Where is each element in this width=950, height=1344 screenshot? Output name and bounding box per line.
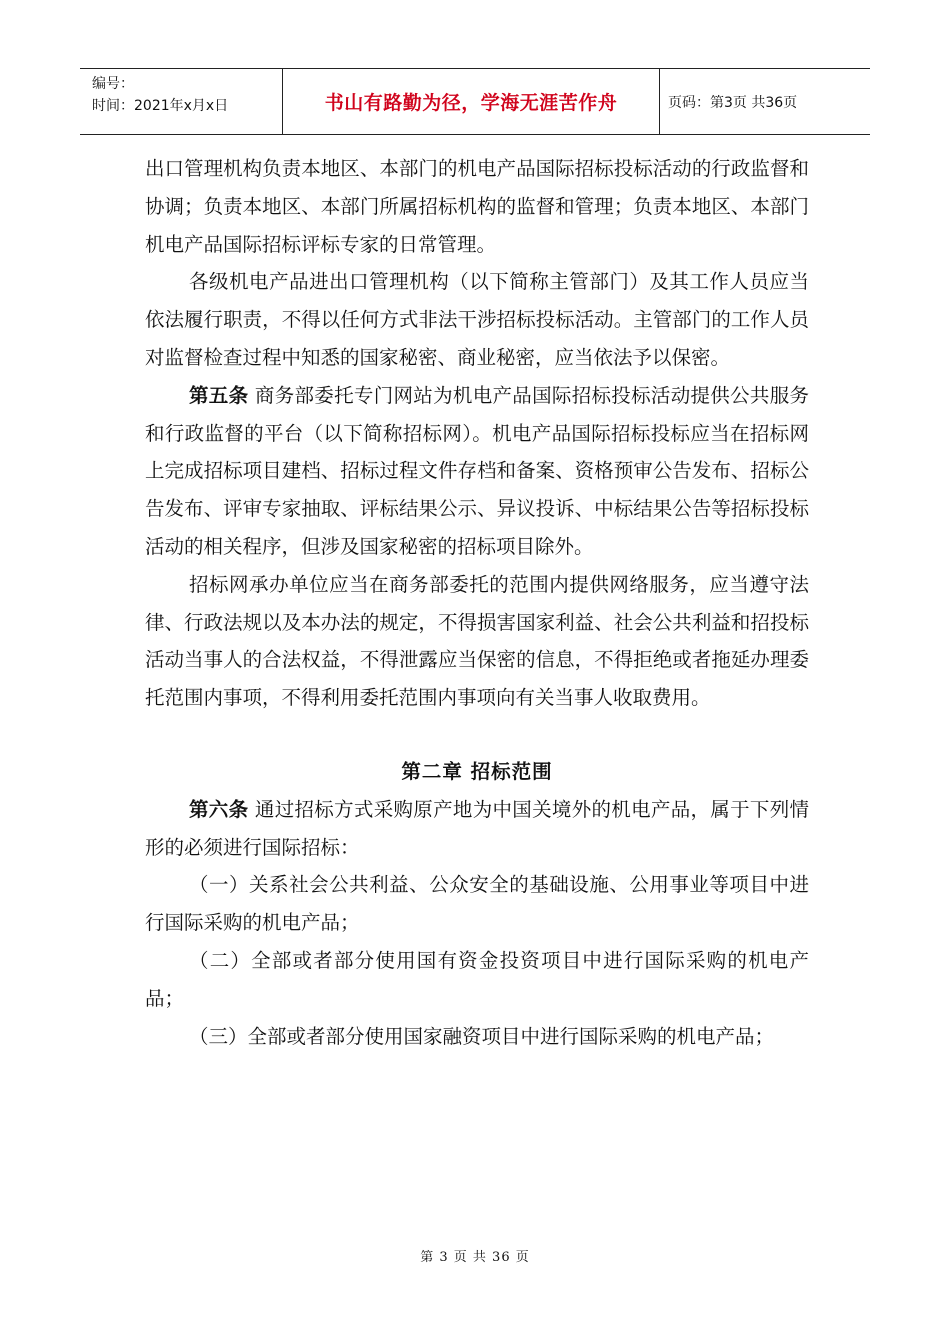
paragraph: 招标网承办单位应当在商务部委托的范围内提供网络服务，应当遵守法律、行政法规以及本办法的规定，不得损害国家利益、社会公共利益和招投标活动当事人的合法权益，不得泄露应当保密的信息，不得拒绝或者拖延办理委托范围内事项，不得利用委托范围内事项向有关当事人收取费用。 xyxy=(145,572,809,710)
article-text: 通过招标方式采购原产地为中国关境外的机电产品，属于下列情形的必须进行国际招标： xyxy=(145,797,809,859)
chapter-heading: 第二章 招标范围 xyxy=(401,759,553,783)
document-body xyxy=(145,150,809,1055)
paragraph: 各级机电产品进出口管理机构（以下简称主管部门）及其工作人员应当依法履行职责，不得以任何方式非法干涉招标投标活动。主管部门的工作人员对监督检查过程中知悉的国家秘密、商业秘密，应当依法予以保密。 xyxy=(145,270,809,369)
list-item: （一）关系社会公共利益、公众安全的基础设施、公用事业等项目中进行国际采购的机电产品； xyxy=(145,873,809,935)
paragraph: 出口管理机构负责本地区、本部门的机电产品国际招标投标活动的行政监督和协调；负责本地区、本部门所属招标机构的监督和管理；负责本地区、本部门机电产品国际招标评标专家的日常管理。 xyxy=(145,157,809,256)
list-item: （二）全部或者部分使用国有资金投资项目中进行国际采购的机电产品； xyxy=(145,948,809,1010)
header-motto: 书山有路勤为径，学海无涯苦作舟 xyxy=(283,69,660,134)
article-5 xyxy=(145,377,809,566)
header-meta xyxy=(80,69,283,134)
document-date: 时间：2021年x月x日 xyxy=(92,98,229,114)
document-number-label: 编号： xyxy=(92,76,134,92)
article-label: 第六条 xyxy=(189,797,249,821)
article-6 xyxy=(145,791,809,867)
article-label: 第五条 xyxy=(189,383,249,407)
list-item: （三）全部或者部分使用国家融资项目中进行国际采购的机电产品； xyxy=(189,1024,775,1048)
page-footer: 第 3 页 共 36 页 xyxy=(420,1250,530,1265)
page-header xyxy=(80,68,870,135)
header-page-code: 页码：第3页 共36页 xyxy=(668,94,798,111)
article-text: 商务部委托专门网站为机电产品国际招标投标活动提供公共服务和行政监督的平台（以下简称招标网）。机电产品国际招标投标应当在招标网上完成招标项目建档、招标过程文件存档和备案、资格预审公告发布、招标公告发布、评审专家抽取、评标结果公示、异议投诉、中标结果公告等招标投标活动的相关程序，但涉及国家秘密的招标项目除外。 xyxy=(145,383,809,558)
